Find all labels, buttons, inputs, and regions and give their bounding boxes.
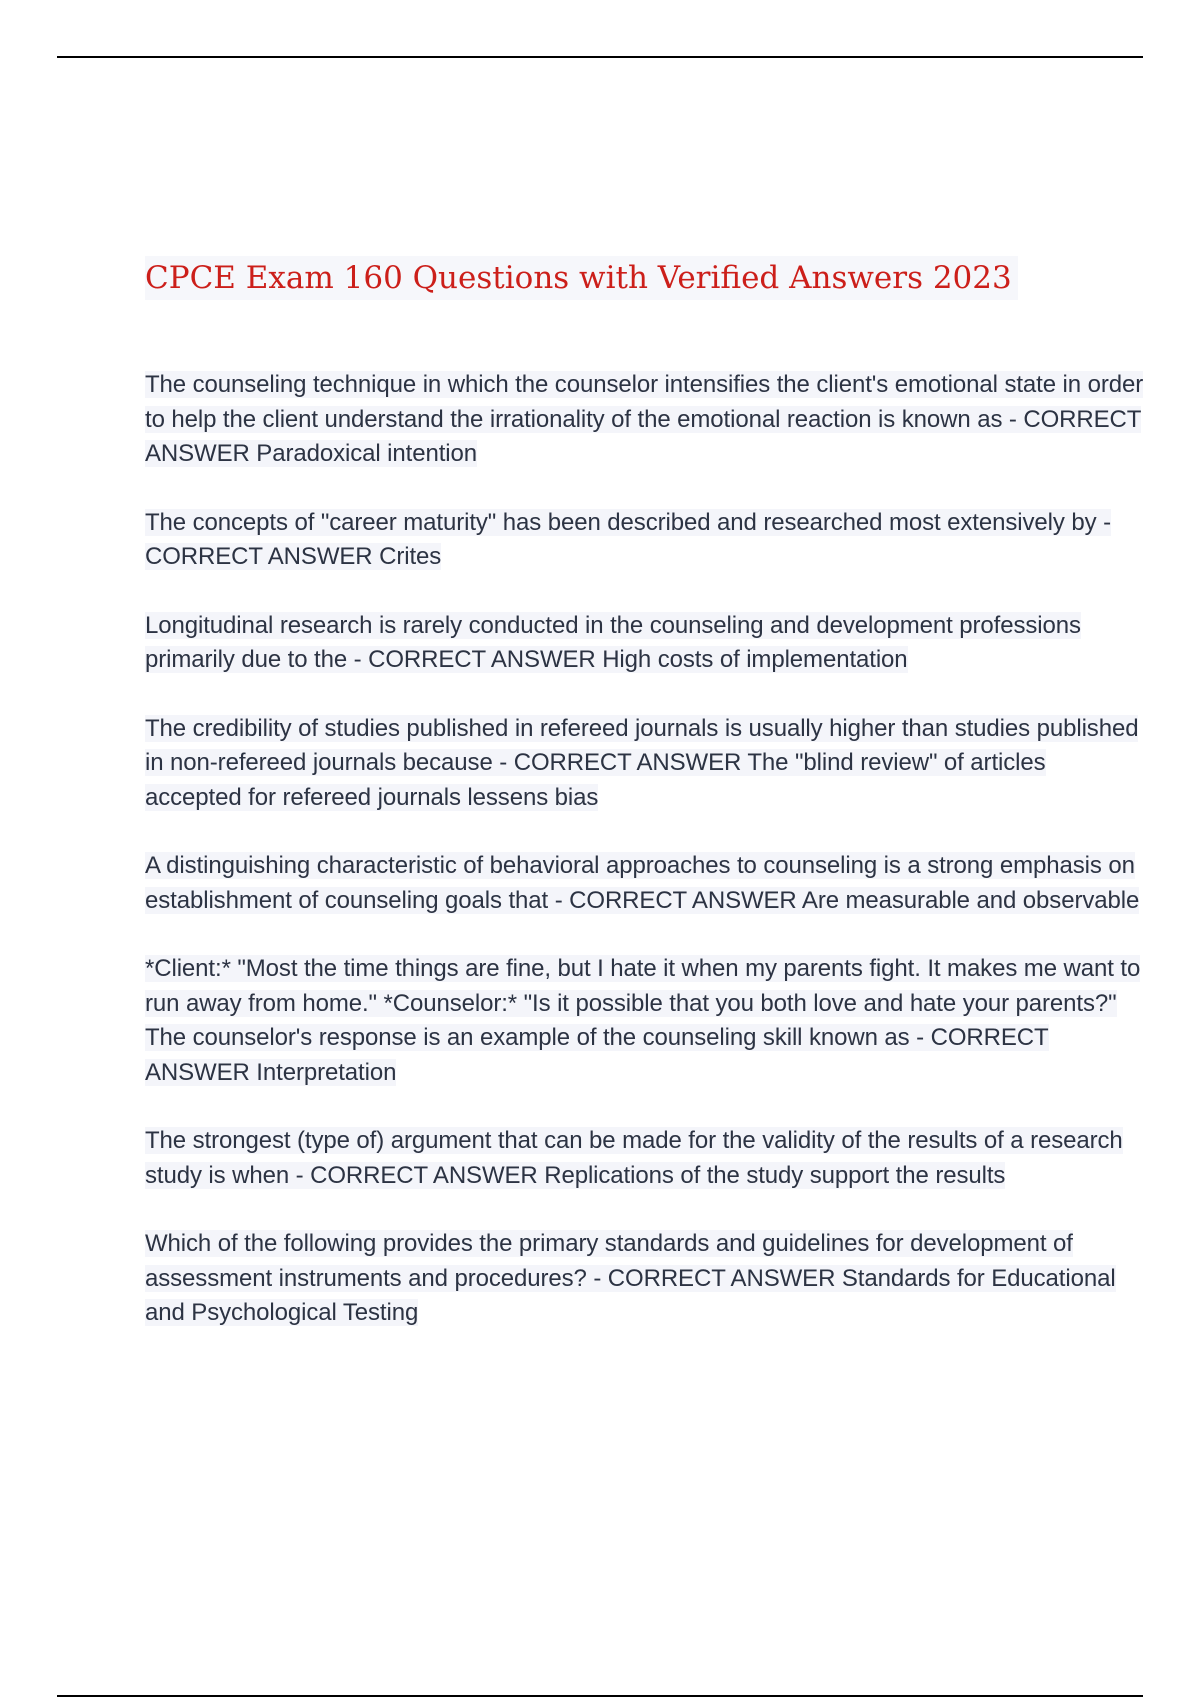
qa-item-7 — [145, 1124, 1145, 1193]
qa-list — [145, 368, 1145, 1365]
qa-item-text: The credibility of studies published in refereed journals is usually higher than studies published in non-refereed journals because - CORRECT ANSWER The "blind review" of articles accepted for refereed journals lessens bias — [145, 714, 1139, 811]
qa-item-text: The counseling technique in which the counselor intensifies the client's emotional state in order to help the client understand the irrationality of the emotional reaction is known as - CORRECT ANSWER Paradoxical intention — [145, 371, 1144, 467]
qa-item-1 — [145, 368, 1145, 472]
footer-rule — [57, 1695, 1143, 1697]
qa-item-text: The concepts of "career maturity" has been described and researched most extensively by - CORRECT ANSWER Crites — [145, 508, 1111, 570]
qa-item-6 — [145, 952, 1145, 1090]
qa-item-text: The strongest (type of) argument that can be made for the validity of the results of a research study is when - CORRECT ANSWER Replications of the study support the results — [145, 1127, 1123, 1189]
qa-item-text: A distinguishing characteristic of behavioral approaches to counseling is a strong emphasis on establishment of counseling goals that - CORRECT ANSWER Are measurable and observable — [145, 852, 1140, 914]
qa-item-text: *Client:* "Most the time things are fine, but I hate it when my parents fight. It makes me want to run away from home." *Counselor:* "Is it possible that you both love and hate your parents?" The counselor's response is an example of the counseling skill known as - CORRECT ANSWER Interpretation — [145, 955, 1141, 1086]
qa-item-4 — [145, 712, 1145, 816]
document-title: CPCE Exam 160 Questions with Verified Answers 2023 — [145, 256, 1018, 300]
qa-item-3 — [145, 609, 1145, 678]
qa-item-8 — [145, 1227, 1145, 1331]
qa-item-text: Which of the following provides the primary standards and guidelines for development of assessment instruments and procedures? - CORRECT ANSWER Standards for Educational and Psychological Testing — [145, 1230, 1116, 1326]
qa-item-text: Longitudinal research is rarely conducted in the counseling and development professions primarily due to the - CORRECT ANSWER High costs of implementation — [145, 611, 1081, 673]
qa-item-5 — [145, 849, 1145, 918]
header-rule — [57, 56, 1143, 58]
qa-item-2 — [145, 506, 1145, 575]
